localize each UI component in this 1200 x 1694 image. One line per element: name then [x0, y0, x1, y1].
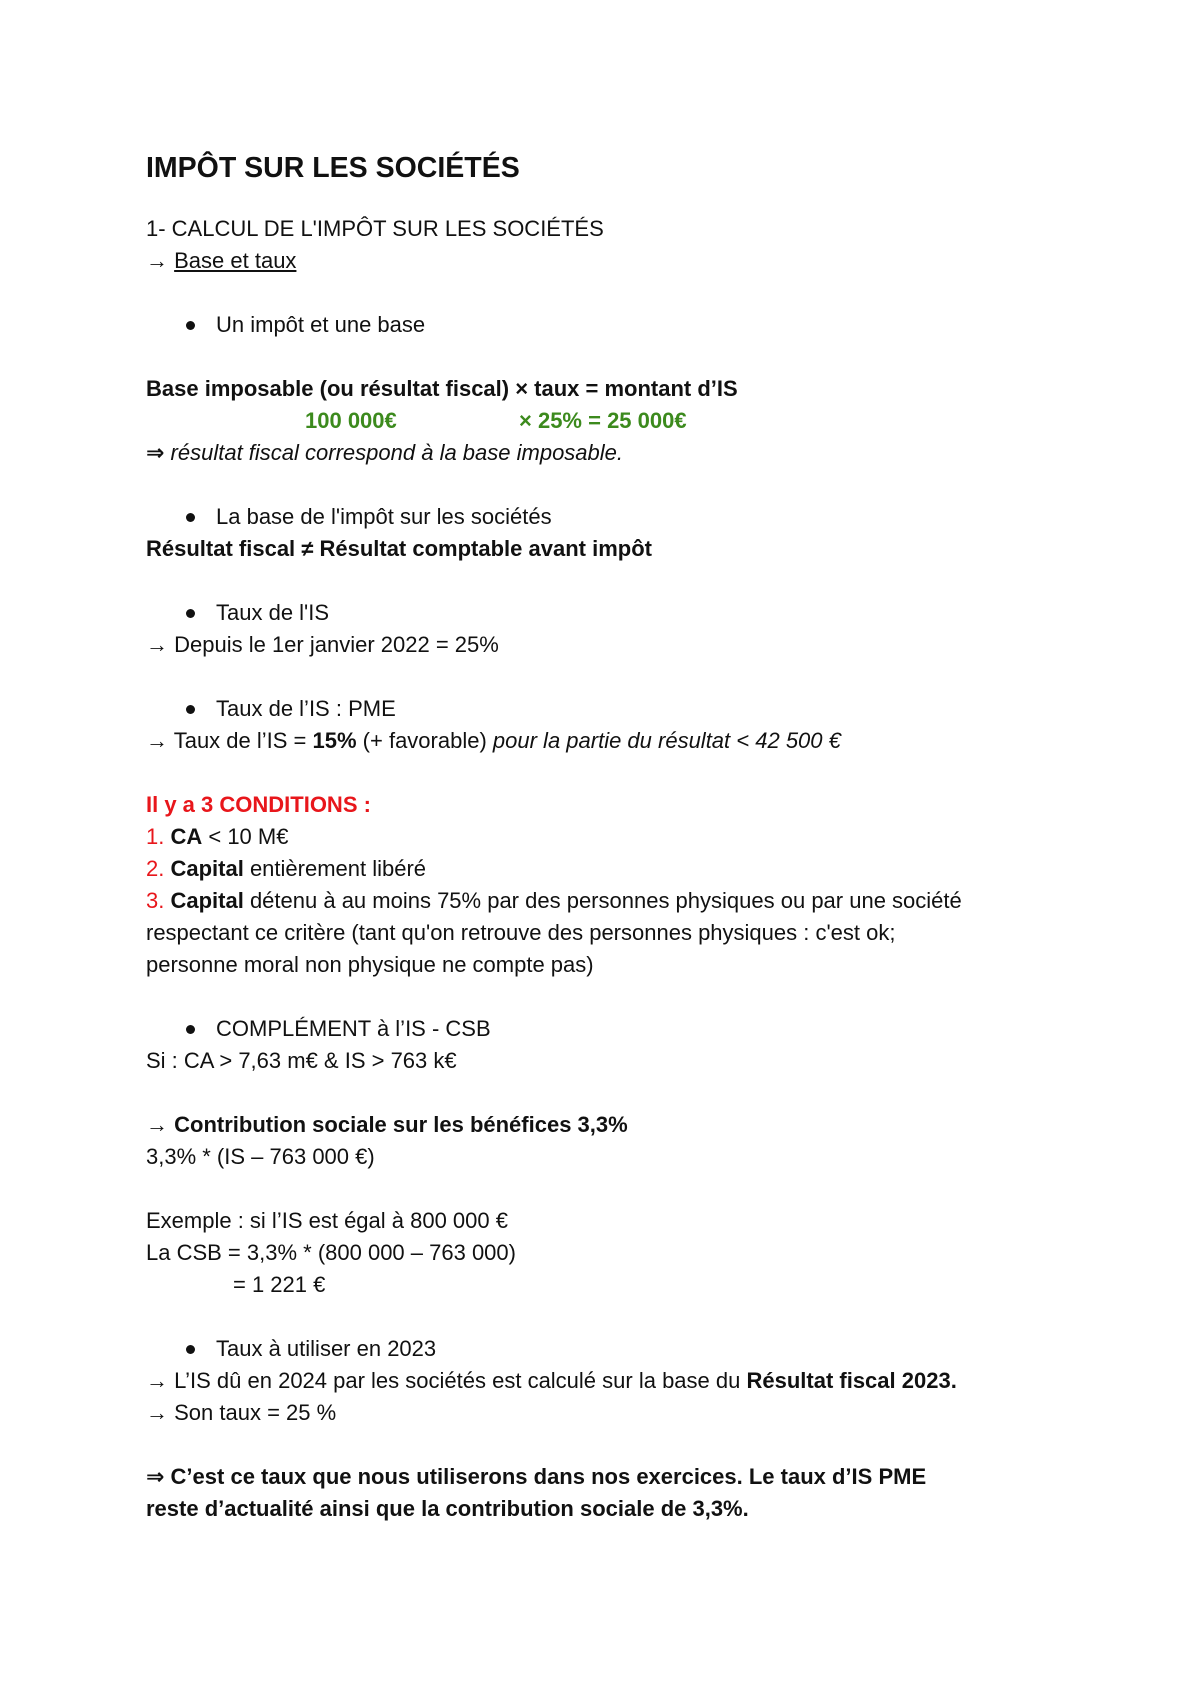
bullet-item: Taux à utiliser en 2023	[146, 1333, 1106, 1365]
bullet-icon	[186, 609, 195, 618]
section-heading: 1- CALCUL DE L'IMPÔT SUR LES SOCIÉTÉS	[146, 216, 604, 241]
bullet-icon	[186, 705, 195, 714]
year-line: → L’IS dû en 2024 par les sociétés est calculé sur la base du Résultat fiscal 2023.	[146, 1368, 957, 1393]
bullet-icon	[186, 321, 195, 330]
csb-heading: → Contribution sociale sur les bénéfices 3,3%	[146, 1112, 628, 1137]
example-result: = 1 221 €	[233, 1272, 326, 1297]
subheading: Base et taux	[174, 248, 297, 273]
condition-item: 1. CA < 10 M€	[146, 824, 289, 849]
year-line: → Son taux = 25 %	[146, 1400, 337, 1425]
condition-continuation: personne moral non physique ne compte pas)	[146, 952, 594, 977]
condition-continuation: respectant ce critère (tant qu'on retrouve des personnes physiques : c'est ok;	[146, 920, 896, 945]
formula-base-value: 100 000€	[305, 408, 397, 433]
condition-item: 3. Capital détenu à au moins 75% par des personnes physiques ou par une société	[146, 888, 962, 913]
bullet-item: La base de l'impôt sur les sociétés	[146, 501, 1106, 533]
bullet-item: COMPLÉMENT à l’IS - CSB	[146, 1013, 1106, 1045]
conclusion-line: reste d’actualité ainsi que la contribution sociale de 3,3%.	[146, 1496, 749, 1521]
conditions-heading: Il y a 3 CONDITIONS :	[146, 792, 371, 817]
subheading-line	[146, 245, 1106, 277]
bullet-item: Taux de l’IS : PME	[146, 693, 1106, 725]
example-line: La CSB = 3,3% * (800 000 – 763 000)	[146, 1240, 516, 1265]
double-arrow-icon: ⇒	[146, 440, 171, 465]
bullet-icon	[186, 513, 195, 522]
bullet-icon	[186, 1345, 195, 1354]
formula-note: ⇒ résultat fiscal correspond à la base imposable.	[146, 440, 624, 465]
formula-example	[146, 405, 1106, 437]
inequality-text: Résultat fiscal ≠ Résultat comptable avant impôt	[146, 536, 652, 561]
pme-rate-line: → Taux de l’IS = 15% (+ favorable) pour la partie du résultat < 42 500 €	[146, 728, 841, 753]
csb-condition: Si : CA > 7,63 m€ & IS > 763 k€	[146, 1048, 457, 1073]
rate-line: → Depuis le 1er janvier 2022 = 25%	[146, 632, 499, 657]
formula-text: Base imposable (ou résultat fiscal) × taux = montant d’IS	[146, 376, 738, 401]
document-title: IMPÔT SUR LES SOCIÉTÉS	[146, 152, 520, 184]
arrow-icon: →	[146, 248, 175, 273]
csb-formula: 3,3% * (IS – 763 000 €)	[146, 1144, 375, 1169]
condition-item: 2. Capital entièrement libéré	[146, 856, 427, 881]
formula-result-value: × 25% = 25 000€	[519, 408, 687, 433]
example-line: Exemple : si l’IS est égal à 800 000 €	[146, 1208, 508, 1233]
bullet-item: Taux de l'IS	[146, 597, 1106, 629]
bullet-item: Un impôt et une base	[146, 309, 1106, 341]
document-page	[146, 148, 1106, 1525]
conclusion-line: ⇒ C’est ce taux que nous utiliserons dans nos exercices. Le taux d’IS PME	[146, 1464, 927, 1489]
bullet-icon	[186, 1025, 195, 1034]
